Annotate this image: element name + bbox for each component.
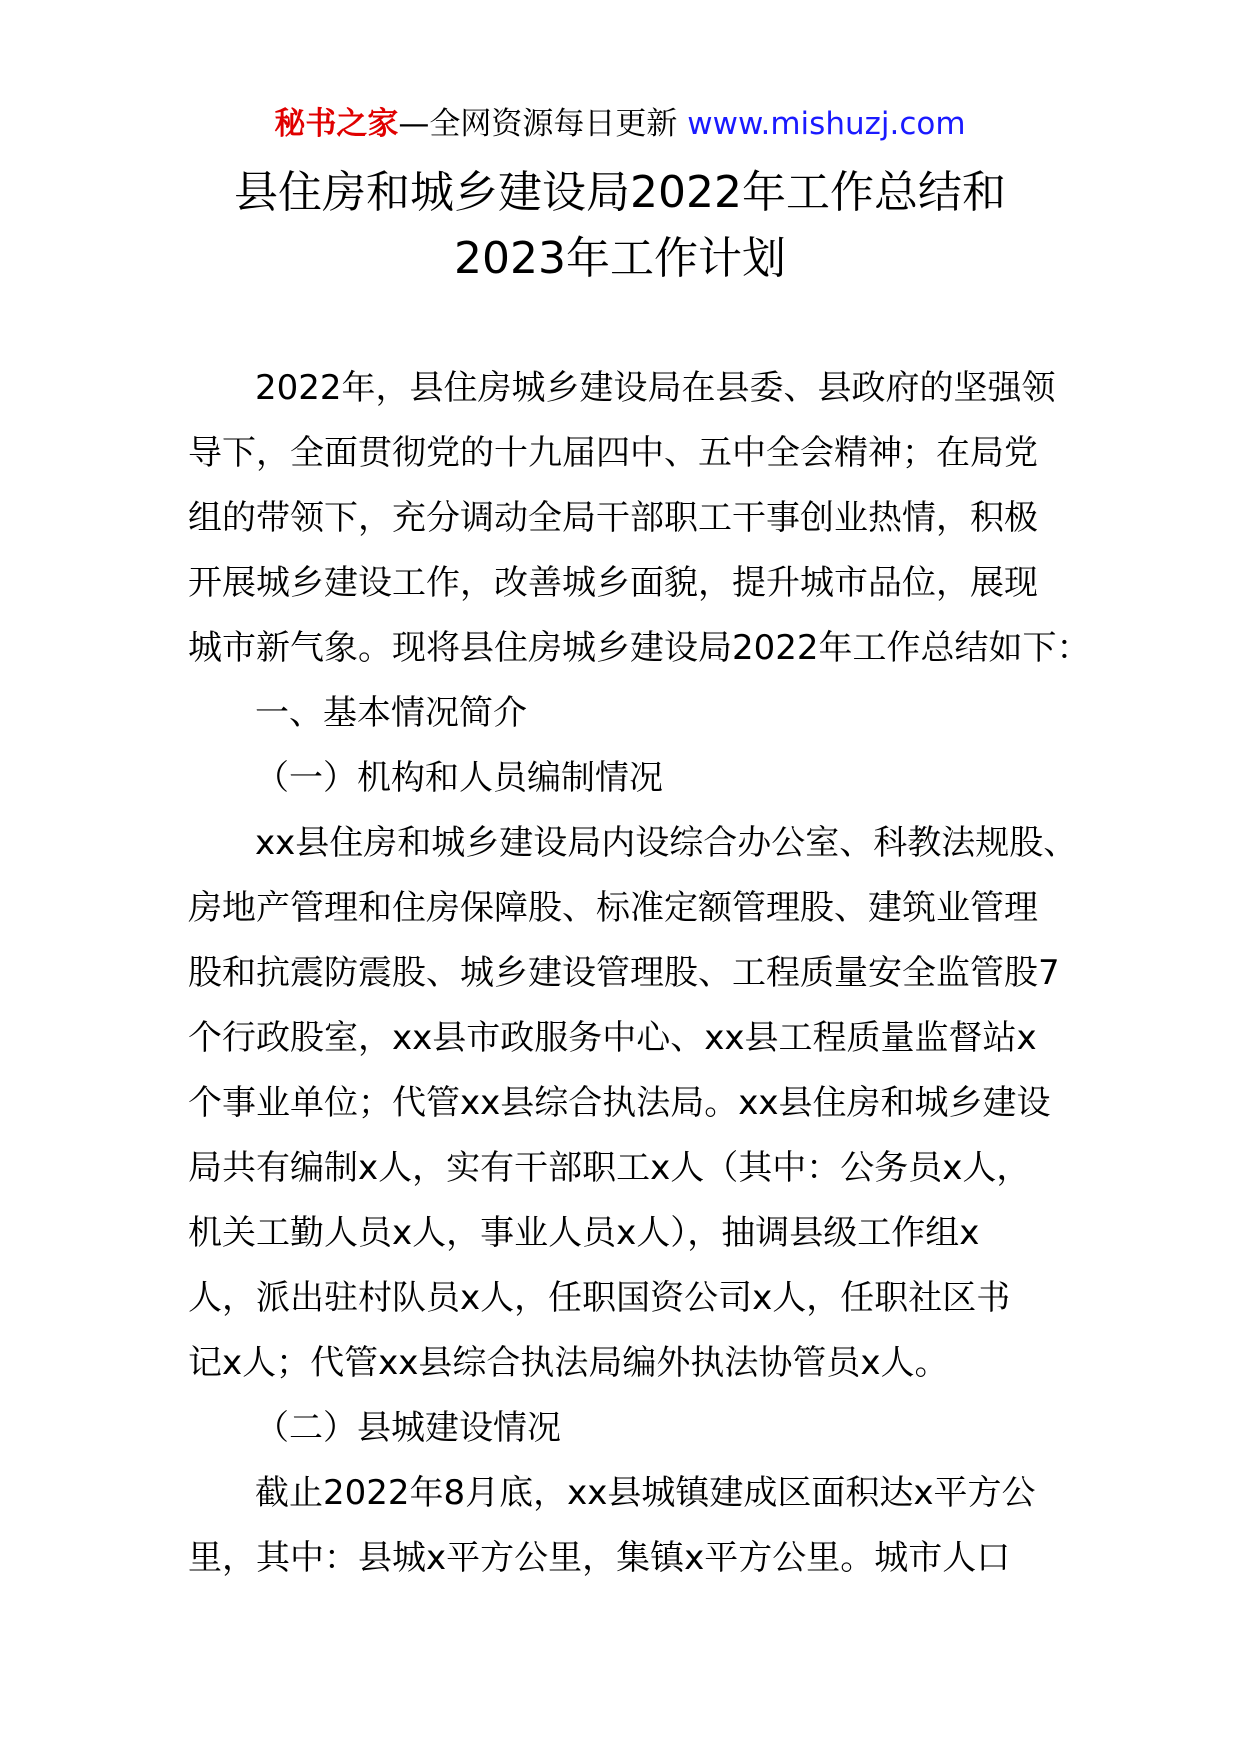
brand-slogan: —全网资源每日更新 — [398, 106, 688, 142]
paragraph-line: 开展城乡建设工作，改善城乡面貌，提升城市品位，展现 — [188, 563, 1038, 603]
paragraph-line: 2022年，县住房城乡建设局在县委、县政府的坚强领 — [255, 368, 1056, 408]
site-url-link[interactable]: www.mishuzj.com — [687, 106, 966, 142]
paragraph-line: 城市新气象。现将县住房城乡建设局2022年工作总结如下： — [188, 628, 1091, 668]
paragraph-line: 组的带领下，充分调动全局干部职工干事创业热情，积极 — [188, 498, 1038, 538]
paragraph-line: 个事业单位；代管xx县综合执法局。xx县住房和城乡建设 — [188, 1083, 1051, 1123]
site-watermark-header — [0, 104, 1240, 144]
paragraph-line: 个行政股室，xx县市政服务中心、xx县工程质量监督站x — [188, 1018, 1037, 1058]
paragraph-line: 局共有编制x人，实有干部职工x人（其中：公务员x人， — [188, 1148, 1031, 1188]
paragraph-line: 人，派出驻村队员x人，任职国资公司x人，任职社区书 — [188, 1278, 1011, 1318]
title-line-1: 县住房和城乡建设局2022年工作总结和 — [234, 167, 1006, 218]
document-body — [188, 356, 1091, 1591]
paragraph-line: 里，其中：县城x平方公里，集镇x平方公里。城市人口 — [188, 1538, 1011, 1578]
paragraph-line: 机关工勤人员x人，事业人员x人），抽调县级工作组x — [188, 1213, 980, 1253]
paragraph-line: 记x人；代管xx县综合执法局编外执法协管员x人。 — [188, 1343, 949, 1383]
title-line-2: 2023年工作计划 — [454, 233, 786, 284]
paragraph-line: 股和抗震防震股、城乡建设管理股、工程质量安全监管股7 — [188, 953, 1060, 993]
paragraph-line: 房地产管理和住房保障股、标准定额管理股、建筑业管理 — [188, 888, 1038, 928]
subsection-heading: （二）县城建设情况 — [255, 1408, 561, 1448]
brand-name: 秘书之家 — [274, 106, 399, 142]
document-title — [0, 160, 1240, 292]
subsection-heading: （一）机构和人员编制情况 — [255, 758, 663, 798]
paragraph-line: 导下，全面贯彻党的十九届四中、五中全会精神；在局党 — [188, 433, 1038, 473]
paragraph-line: xx县住房和城乡建设局内设综合办公室、科教法规股、 — [255, 823, 1078, 863]
paragraph-line: 截止2022年8月底，xx县城镇建成区面积达x平方公 — [255, 1473, 1036, 1513]
section-heading: 一、基本情况简介 — [255, 693, 527, 733]
